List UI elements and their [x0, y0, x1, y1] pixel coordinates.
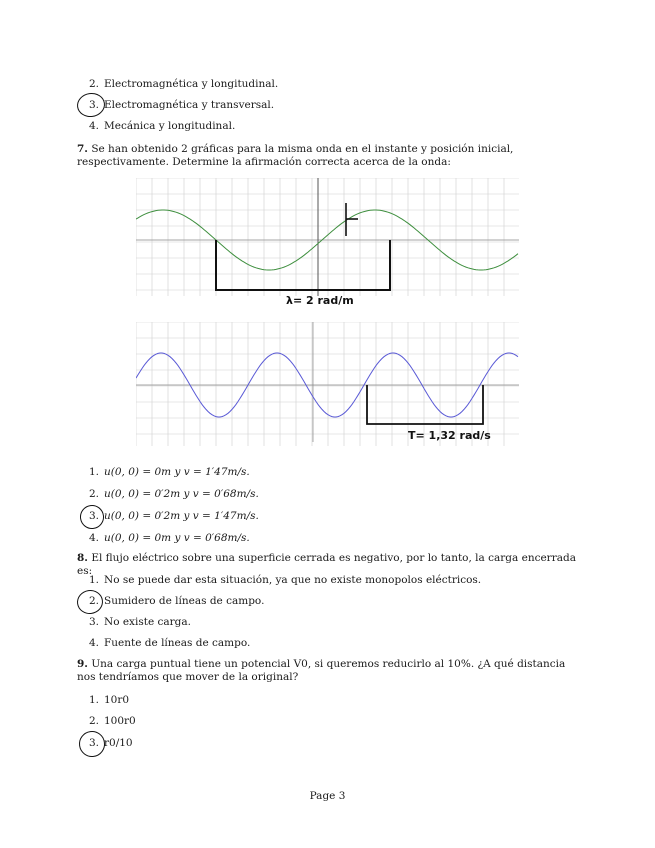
q9-option-3[interactable]: 3. r0/10 [89, 737, 133, 749]
q9-option-2[interactable]: 2. 100r0 [89, 715, 136, 727]
q7-option-3[interactable]: 3. u(0, 0) = 0′2m y v = 1′47m/s. [89, 510, 259, 522]
q6-option-2[interactable]: 2. Electromagnética y longitudinal. [89, 78, 279, 90]
q6-option-3[interactable]: 3. Electromagnética y transversal. [89, 99, 275, 111]
page-footer: Page 3 [309, 790, 346, 802]
q8-option-1[interactable]: 1. No se puede dar esta situación, ya que no existe monopolos eléctricos. [89, 574, 482, 586]
q7-option-4[interactable]: 4. u(0, 0) = 0m y v = 0′68m/s. [89, 532, 250, 544]
q9-option-1[interactable]: 1. 10r0 [89, 694, 130, 706]
q7-prompt: 7. Se han obtenido 2 gráficas para la misma onda en el instante y posición inicial, respectivamente. Determine la afirmación correcta acerca de la onda: [77, 143, 514, 168]
wave-graph-time [136, 322, 519, 446]
wavelength-bracket [216, 240, 390, 290]
q8-prompt: 8. El flujo eléctrico sobre una superficie cerrada es negativo, por lo tanto, la carga encerrada es: [77, 552, 576, 577]
wave-graph-position [136, 178, 519, 313]
q7-option-2[interactable]: 2. u(0, 0) = 0′2m y v = 0′68m/s. [89, 488, 259, 500]
q6-option-4[interactable]: 4. Mecánica y longitudinal. [89, 120, 236, 132]
period-annotation: T= 1,32 rad/s [408, 429, 491, 442]
wavelength-annotation: λ= 2 rad/m [286, 294, 354, 307]
q8-option-4[interactable]: 4. Fuente de líneas de campo. [89, 637, 251, 649]
q9-prompt: 9. Una carga puntual tiene un potencial V0, si queremos reducirlo al 10%. ¿A qué distancia nos tendríamos que mover de la original? [77, 658, 566, 683]
q7-option-1[interactable]: 1. u(0, 0) = 0m y v = 1′47m/s. [89, 466, 250, 478]
q8-option-2[interactable]: 2. Sumidero de líneas de campo. [89, 595, 265, 607]
q8-option-3[interactable]: 3. No existe carga. [89, 616, 191, 628]
